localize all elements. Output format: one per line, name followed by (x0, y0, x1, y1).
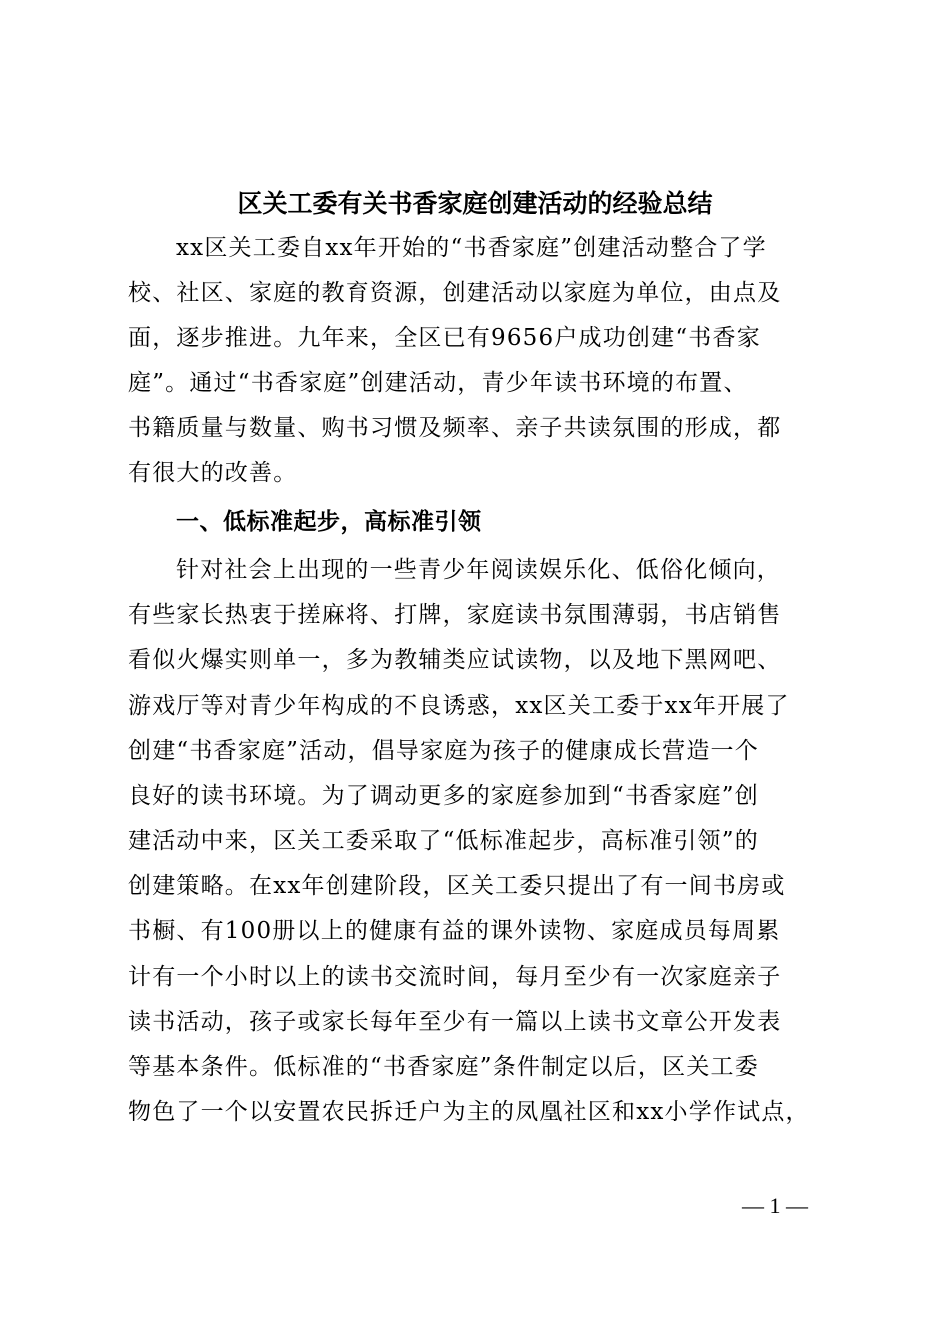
body-line: 游戏厅等对青少年构成的不良诱惑，xx区关工委于xx年开展了 (128, 693, 790, 719)
body-line: 物色了一个以安置农民拆迁户为主的凤凰社区和xx小学作试点， (128, 1099, 810, 1125)
body-line: 创建策略。在xx年创建阶段，区关工委只提出了有一间书房或 (128, 873, 786, 899)
body-line: 庭”。通过“书香家庭”创建活动，青少年读书环境的布置、 (128, 370, 748, 396)
body-line: 针对社会上出现的一些青少年阅读娱乐化、低俗化倾向， (176, 557, 781, 583)
body-line: 书籍质量与数量、购书习惯及频率、亲子共读氛围的形成，都 (128, 415, 782, 441)
body-line: 等基本条件。低标准的“书香家庭”条件制定以后，区关工委 (128, 1054, 759, 1080)
body-line: 有很大的改善。 (128, 460, 298, 486)
body-line: 创建“书香家庭”活动，倡导家庭为孩子的健康成长营造一个 (128, 738, 759, 764)
body-line: 校、社区、家庭的教育资源，创建活动以家庭为单位，由点及 (128, 280, 782, 306)
body-line: 读书活动，孩子或家长每年至少有一篇以上读书文章公开发表 (128, 1009, 782, 1035)
body-line: xx区关工委自xx年开始的“书香家庭”创建活动整合了学 (176, 235, 767, 261)
body-line: 良好的读书环境。为了调动更多的家庭参加到“书香家庭”创 (128, 783, 759, 809)
section-heading: 一、低标准起步，高标准引领 (176, 509, 482, 535)
document-title: 区关工委有关书香家庭创建活动的经验总结 (237, 189, 713, 218)
body-line: 有些家长热衷于搓麻将、打牌，家庭读书氛围薄弱，书店销售 (128, 602, 782, 628)
body-line: 计有一个小时以上的读书交流时间，每月至少有一次家庭亲子 (128, 964, 782, 990)
body-line: 面，逐步推进。九年来，全区已有9656户成功创建“书香家 (128, 325, 761, 351)
body-line: 建活动中来，区关工委采取了“低标准起步，高标准引领”的 (128, 828, 759, 854)
page-number: — 1 — (742, 1193, 808, 1218)
body-line: 书橱、有100册以上的健康有益的课外读物、家庭成员每周累 (128, 918, 781, 944)
body-line: 看似火爆实则单一，多为教辅类应试读物，以及地下黑网吧、 (128, 647, 782, 673)
